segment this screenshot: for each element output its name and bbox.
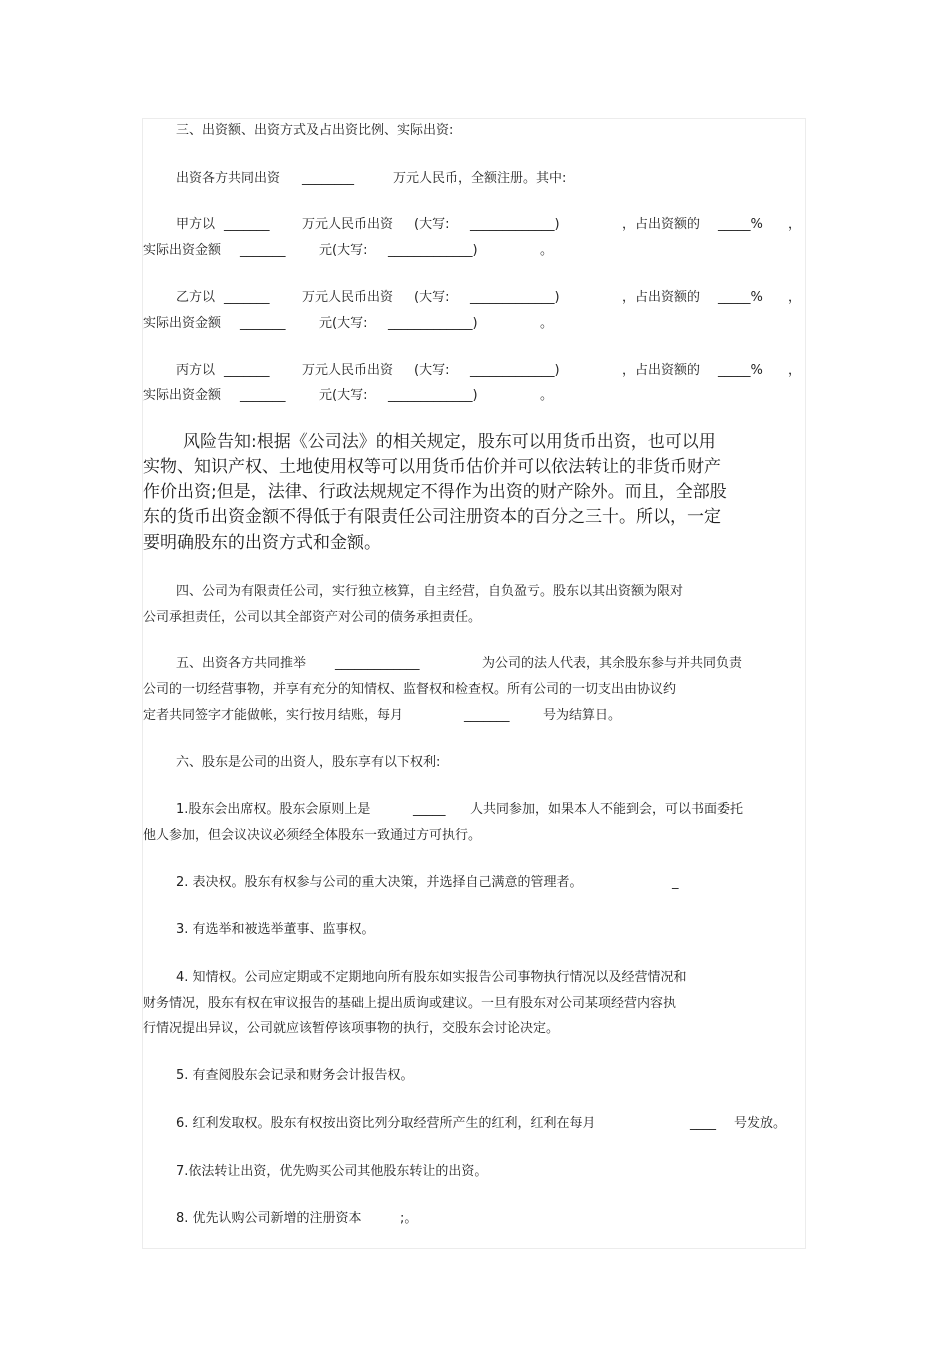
percent-blank: _____% xyxy=(718,290,763,305)
actual-amount-blank: _______ xyxy=(240,243,286,258)
right-5-records: 5. 有查阅股东会记录和财务会计报告权。 xyxy=(176,1068,414,1083)
amount-blank: _______ xyxy=(224,290,270,305)
total-amount-blank: ________ xyxy=(302,171,354,186)
percent-blank: _____% xyxy=(718,363,763,378)
uppercase-blank: _____________) xyxy=(388,388,478,403)
actual-amount-blank: _______ xyxy=(240,388,286,403)
attendance-count-blank: _____ xyxy=(413,802,446,817)
uppercase-blank: _____________) xyxy=(388,243,478,258)
uppercase-blank: _____________) xyxy=(470,363,560,378)
section-6-heading: 六、股东是公司的出资人，股东享有以下权利: xyxy=(176,755,441,770)
amount-blank: _______ xyxy=(224,217,270,232)
right-7-transfer: 7.依法转让出资，优先购买公司其他股东转让的出资。 xyxy=(176,1164,488,1179)
legal-rep-blank: _____________ xyxy=(335,656,420,671)
uppercase-blank: _____________) xyxy=(470,217,560,232)
settlement-day-blank: _______ xyxy=(464,708,510,723)
dividend-day-blank: ____ xyxy=(690,1116,716,1131)
section-3-heading: 三、出资额、出资方式及占出资比例、实际出资: xyxy=(176,123,454,138)
uppercase-blank: _____________) xyxy=(470,290,560,305)
amount-blank: _______ xyxy=(224,363,270,378)
percent-blank: _____% xyxy=(718,217,763,232)
actual-amount-blank: _______ xyxy=(240,316,286,331)
right-3-election: 3. 有选举和被选举董事、监事权。 xyxy=(176,922,375,937)
uppercase-blank: _____________) xyxy=(388,316,478,331)
